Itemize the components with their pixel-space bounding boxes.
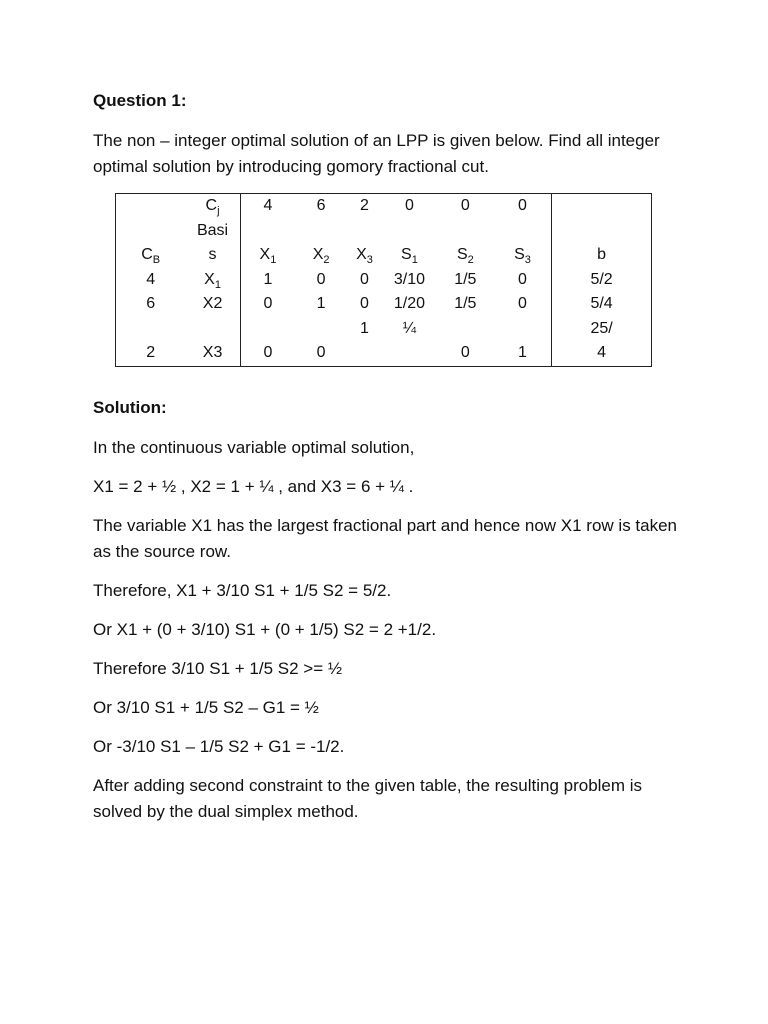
tableau-cell: 0 [494,268,552,293]
basis-variable: X3 [185,341,240,366]
b-header: b [552,243,652,268]
tableau-cell: 1/5 [454,270,477,288]
cj-value: 6 [295,194,347,219]
tableau-cell: 0 [437,341,494,366]
tableau-cell: 0 [494,292,552,317]
b-value: 5/2 [552,268,652,293]
cb-value: 2 [116,341,186,366]
cj-value: 0 [437,194,494,219]
column-header: $X_2$ [312,246,330,267]
tableau-cell: ¼ [402,319,417,337]
document-page [93,88,693,838]
tableau-cell: 0 [360,295,369,312]
tableau-cell: 0 [295,341,347,366]
b-value: 25/ [552,317,652,342]
column-header: $S_1$ [401,246,418,267]
solution-line: Or X1 + (0 + 3/10) S1 + (0 + 1/5) S2 = 2 +1/2. [93,619,437,639]
tableau-cell: 1/5 [454,295,477,312]
tableau-cell [347,341,382,366]
simplex-tableau [115,193,693,367]
tableau-cell: 1/20 [393,295,425,312]
b-value: 4 [552,341,652,366]
solution-line: Therefore, X1 + 3/10 S1 + 1/5 S2 = 5/2. [93,580,392,600]
cj-label: $C_j$ [185,194,240,219]
basis-label-cont: s [185,243,240,268]
cb-value: 6 [116,292,186,317]
solution-line: In the continuous variable optimal solution, [93,437,415,457]
cj-value: 4 [240,194,295,219]
cb-label: $C_B$ [116,243,186,268]
cj-value: 2 [347,194,382,219]
tableau-cell: 1 [360,319,369,337]
cb-value: 4 [116,268,186,293]
solution-heading: Solution: [93,397,167,417]
question-statement: The non – integer optimal solution of an LPP is given below. Find all integer optimal solution by introducing gomory fractional cut. [93,131,660,176]
tableau-cell: 0 [240,341,295,366]
tableau-cell: 1 [316,295,326,312]
column-header: $X_1$ [259,246,277,267]
solution-line: The variable X1 has the largest fractional part and hence now X1 row is taken as the source row. [93,515,678,561]
solution-line: Or -3/10 S1 – 1/5 S2 + G1 = -1/2. [93,736,345,756]
b-value: 5/4 [552,292,652,317]
cj-value: 0 [382,194,437,219]
solution-line: Therefore 3/10 S1 + 1/5 S2 >= ½ [93,658,343,678]
cj-value: 0 [494,194,552,219]
tableau-cell: 0 [263,295,273,312]
basis-variable: $X_1$ [185,268,240,293]
question-heading: Question 1: [93,91,187,110]
column-header: $S_3$ [494,243,552,268]
column-header: $X_3$ [356,246,373,267]
tableau-cell: 1 [494,341,552,366]
tableau-cell: 0 [316,270,326,288]
column-header: $S_2$ [456,246,474,267]
solution-line: After adding second constraint to the given table, the resulting problem is solved by the dual simplex method. [93,775,643,821]
solution-line: X1 = 2 + ½ , X2 = 1 + ¼ , and X3 = 6 + ¼ . [93,476,414,496]
tableau-cell: 1 [263,270,273,288]
tableau-cell [382,341,437,366]
basis-label: Basi [185,219,240,244]
tableau-cell: 0 [360,270,369,288]
tableau-cell: 3/10 [393,270,425,288]
basis-variable: X2 [185,292,240,317]
solution-line: Or 3/10 S1 + 1/5 S2 – G1 = ½ [93,697,319,717]
